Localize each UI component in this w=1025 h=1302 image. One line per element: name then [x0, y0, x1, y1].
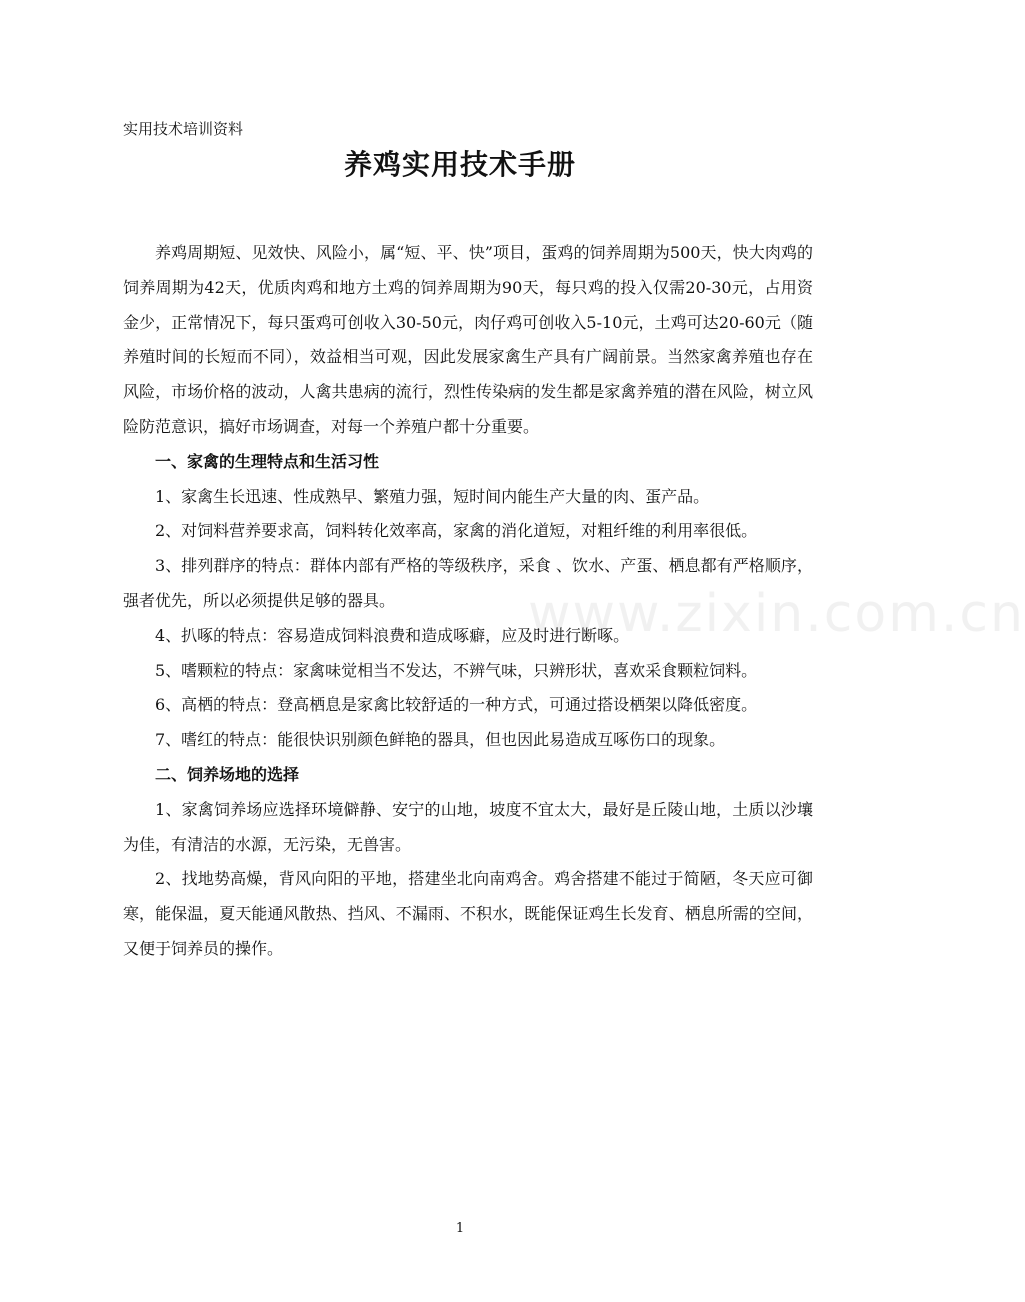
- list-item: 4、扒啄的特点：容易造成饲料浪费和造成啄癖，应及时进行断啄。: [155, 625, 630, 645]
- list-item: 6、高栖的特点：登高栖息是家禽比较舒适的一种方式，可通过搭设栖架以降低密度。: [155, 695, 758, 715]
- list-item: 1、家禽生长迅速、性成熟早、繁殖力强，短时间内能生产大量的肉、蛋产品。: [155, 486, 710, 506]
- section-heading-2: 二、饲养场地的选择: [155, 764, 300, 784]
- intro-paragraph: 养鸡周期短、见效快、风险小，属“短、平、快”项目，蛋鸡的饲养周期为500天，快大肉鸡的饲养周期为42天，优质肉鸡和地方土鸡的饲养周期为90天，每只鸡的投入仅需20-30元，占用资金少，正常情况下，每只蛋鸡可创收入30-50元，肉仔鸡可创收入5-10元，土鸡可达20-60元（随养殖时间的长短而不同），效益相当可观，因此发展家禽生产具有广阔前景。当然家禽养殖也存在风险，市场价格的波动，人禽共患病的流行，烈性传染病的发生都是家禽养殖的潜在风险，树立风险防范意识，搞好市场调查，对每一个养殖户都十分重要。: [123, 243, 813, 436]
- header-note: 实用技术培训资料: [123, 120, 244, 138]
- section-heading-1: 一、家禽的生理特点和生活习性: [155, 451, 380, 471]
- list-item: 7、嗜红的特点：能很快识别颜色鲜艳的器具，但也因此易造成互啄伤口的现象。: [155, 730, 726, 750]
- document-body: [123, 236, 813, 967]
- document-title: 养鸡实用技术手册: [343, 148, 576, 181]
- list-item: 2、找地势高燥，背风向阳的平地，搭建坐北向南鸡舍。鸡舍搭建不能过于简陋，冬天应可御寒，能保温，夏天能通风散热、挡风、不漏雨、不积水，既能保证鸡生长发育、栖息所需的空间，又便于饲养员的操作。: [123, 869, 813, 958]
- list-item: 1、家禽饲养场应选择环境僻静、安宁的山地，坡度不宜太大，最好是丘陵山地，土质以沙壤为佳，有清洁的水源，无污染，无兽害。: [123, 799, 813, 854]
- page-number: 1: [455, 1221, 465, 1236]
- watermark: www.zixin.com.cn: [528, 584, 1025, 644]
- list-item: 2、对饲料营养要求高，饲料转化效率高，家禽的消化道短，对粗纤维的利用率很低。: [155, 521, 758, 541]
- list-item: 3、排列群序的特点：群体内部有严格的等级秩序，采食 、饮水、产蛋、栖息都有严格顺序，强者优先，所以必须提供足够的器具。: [123, 556, 813, 610]
- list-item: 5、嗜颗粒的特点：家禽味觉相当不发达，不辨气味，只辨形状，喜欢采食颗粒饲料。: [155, 660, 758, 680]
